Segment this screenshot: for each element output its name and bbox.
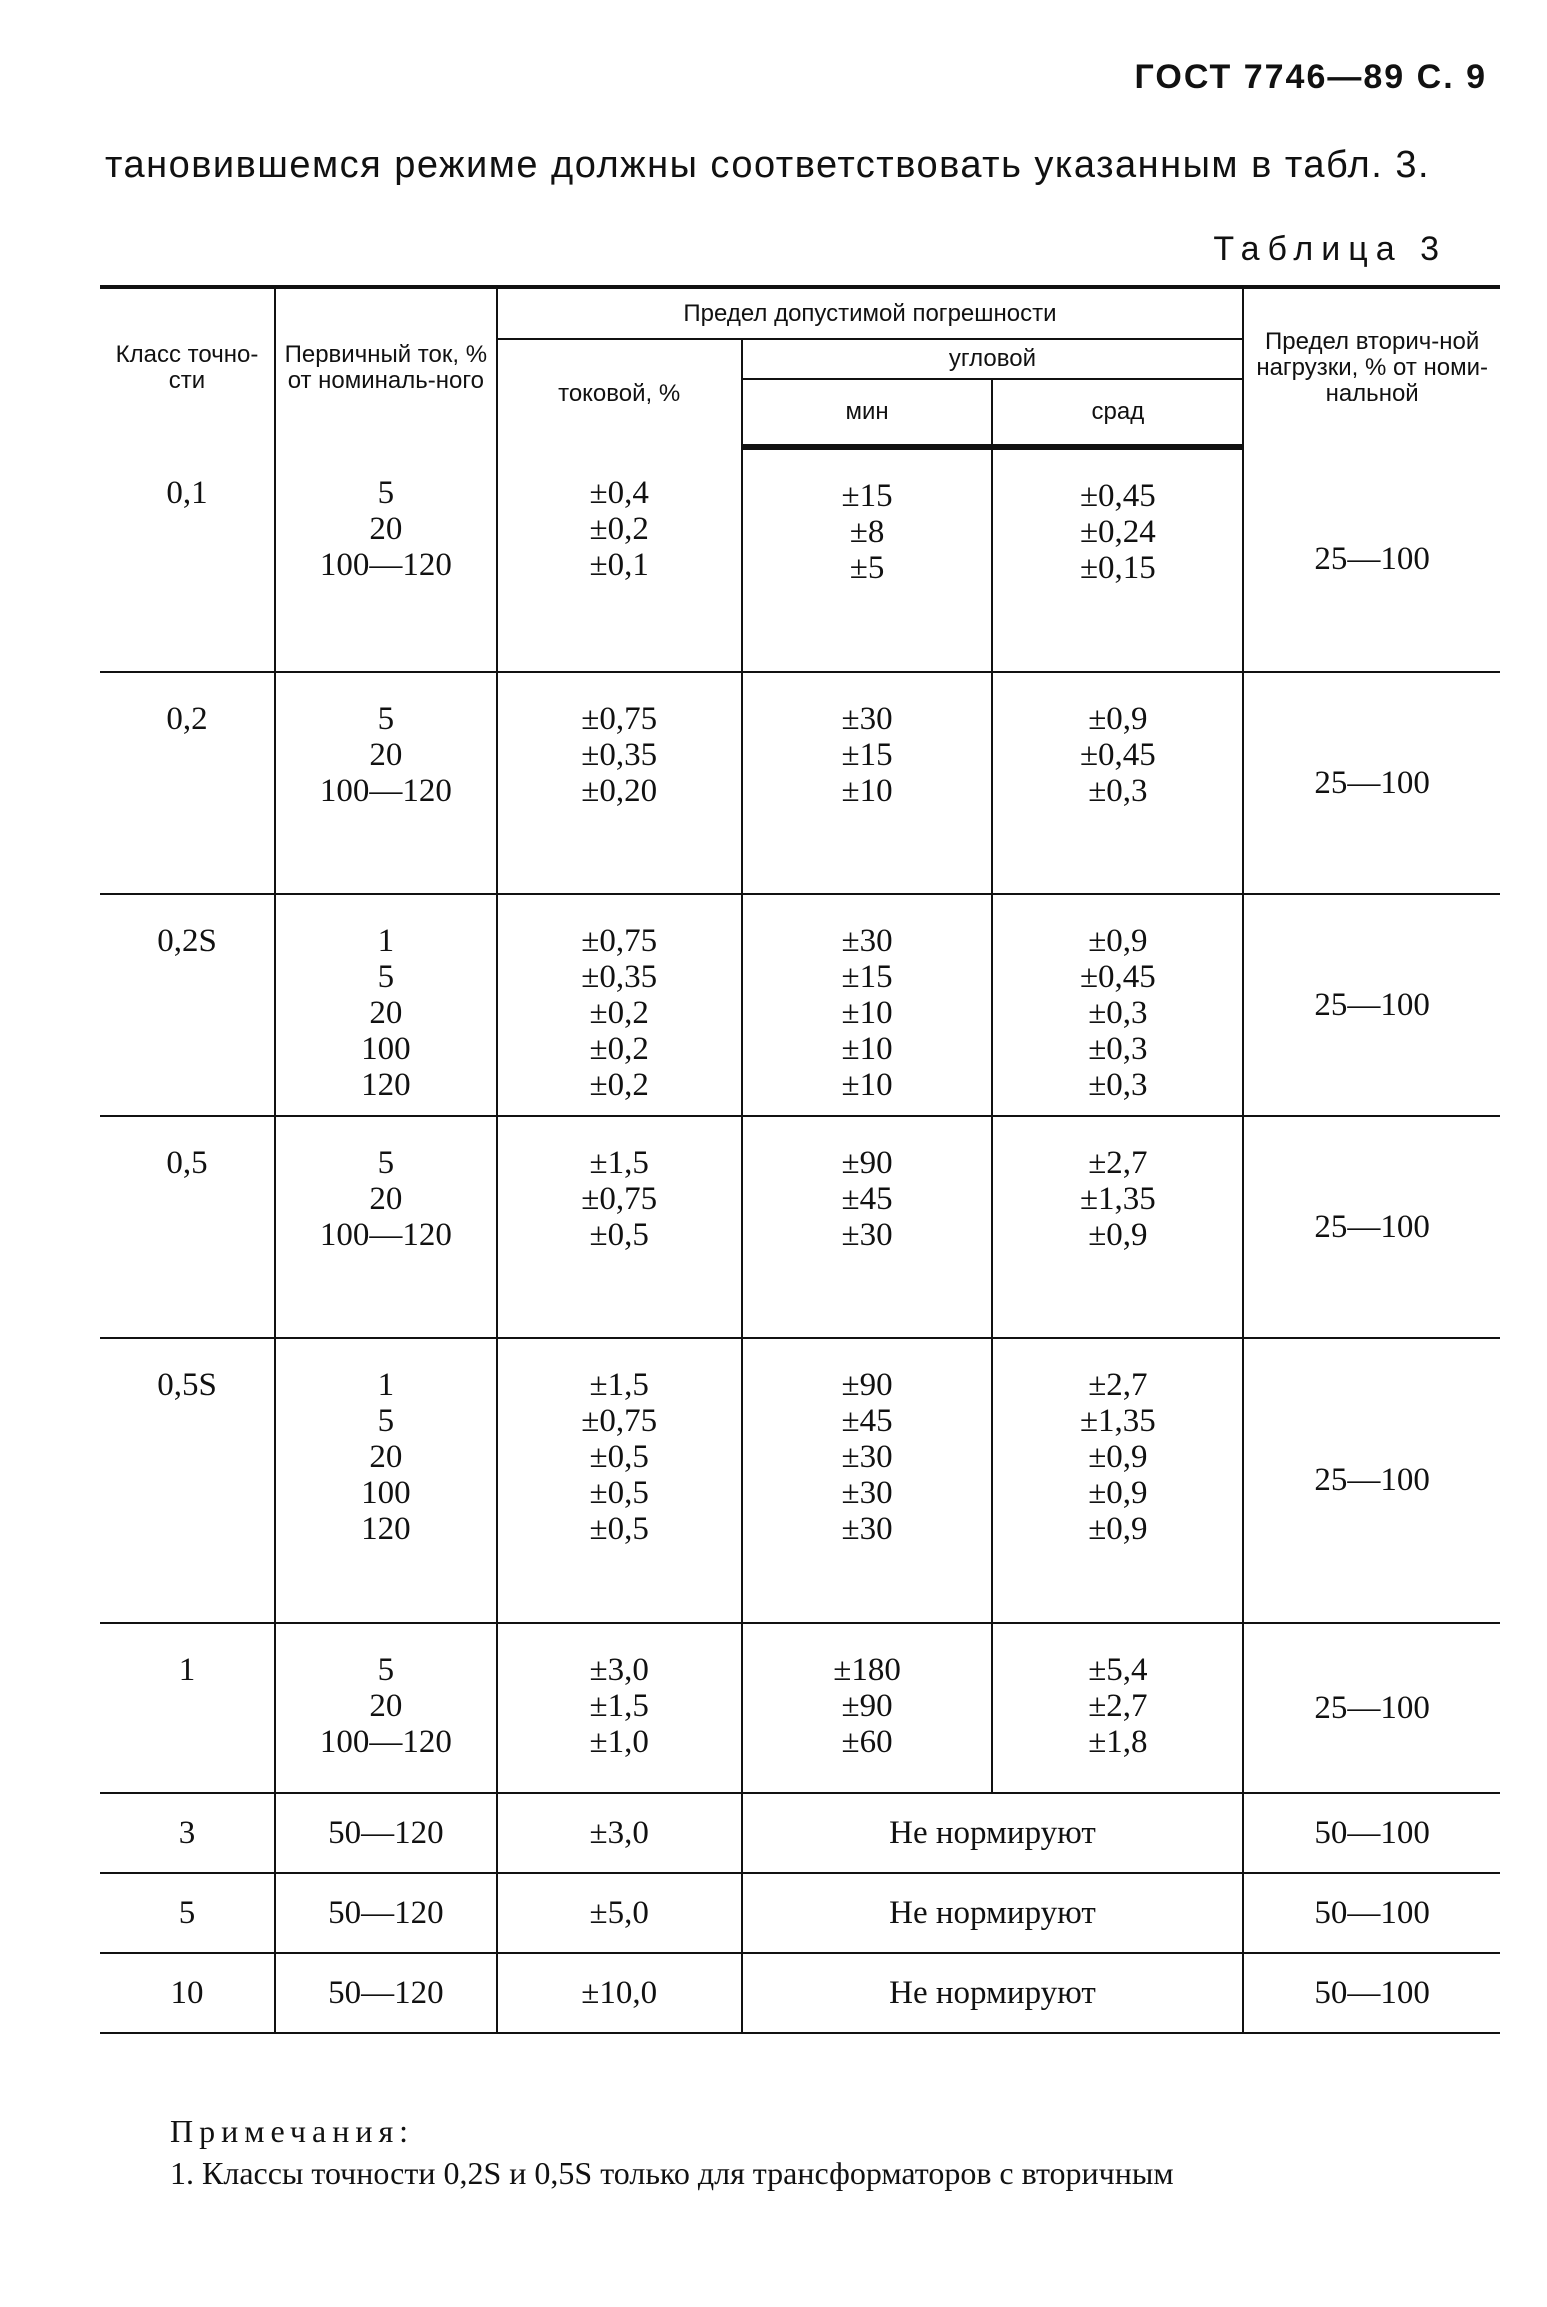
current-values (497, 672, 742, 894)
current-error: ±10,0 (497, 1953, 742, 2033)
crad-values (992, 1116, 1243, 1338)
crad-value: ±2,7 (1088, 1367, 1148, 1403)
crad-value: ±0,45 (1079, 478, 1156, 514)
current-value: ±0,2 (589, 1067, 649, 1103)
secondary-load: 50—100 (1243, 1793, 1500, 1873)
primary-value: 5 (377, 1145, 395, 1181)
primary-value: 120 (361, 1067, 411, 1103)
accuracy-class: 10 (100, 1953, 275, 2033)
crad-value: ±0,9 (1088, 1475, 1148, 1511)
crad-values (992, 447, 1243, 672)
crad-values (992, 894, 1243, 1116)
current-value: ±0,4 (589, 475, 649, 511)
table-row (100, 1873, 1500, 1953)
current-value: ±3,0 (589, 1652, 649, 1688)
angular-error: Не нормируют (742, 1793, 1244, 1873)
secondary-load: 25—100 (1243, 1338, 1500, 1623)
current-values (497, 447, 742, 672)
min-value: ±15 (841, 737, 893, 773)
primary-value: 20 (369, 737, 403, 773)
crad-value: ±2,7 (1088, 1145, 1148, 1181)
min-values (742, 447, 993, 672)
crad-value: ±0,9 (1088, 701, 1148, 737)
accuracy-class: 3 (100, 1793, 275, 1873)
current-value: ±0,5 (589, 1475, 649, 1511)
secondary-load: 50—100 (1243, 1873, 1500, 1953)
min-value: ±90 (841, 1145, 893, 1181)
min-values (742, 1116, 993, 1338)
current-value: ±0,5 (589, 1439, 649, 1475)
crad-value: ±0,3 (1088, 773, 1148, 809)
accuracy-class: 5 (100, 1873, 275, 1953)
table-row (100, 1116, 1500, 1338)
min-value: ±30 (841, 1511, 893, 1547)
crad-value: ±0,3 (1088, 1031, 1148, 1067)
crad-value: ±0,9 (1088, 1439, 1148, 1475)
min-value: ±15 (841, 959, 893, 995)
primary-value: 20 (369, 511, 403, 547)
crad-value: ±1,35 (1079, 1403, 1156, 1439)
header-angular-error: угловой (742, 339, 1244, 379)
primary-value: 5 (377, 701, 395, 737)
current-value: ±0,75 (581, 923, 658, 959)
current-value: ±0,5 (589, 1217, 649, 1253)
min-value: ±30 (841, 701, 893, 737)
table-row (100, 894, 1500, 1116)
current-value: ±0,20 (581, 773, 658, 809)
secondary-load: 25—100 (1243, 447, 1500, 672)
min-value: ±10 (841, 1067, 893, 1103)
crad-value: ±0,45 (1079, 959, 1156, 995)
current-error: ±3,0 (497, 1793, 742, 1873)
primary-value: 1 (377, 923, 395, 959)
header-crad: срад (992, 379, 1243, 447)
current-value: ±1,0 (589, 1724, 649, 1760)
current-value: ±0,35 (581, 737, 658, 773)
primary-values (275, 672, 497, 894)
accuracy-class: 0,2S (100, 894, 275, 1116)
crad-value: ±0,3 (1088, 1067, 1148, 1103)
min-value: ±5 (849, 550, 885, 586)
accuracy-class: 0,2 (100, 672, 275, 894)
page-header: ГОСТ 7746—89 С. 9 (1134, 58, 1487, 96)
crad-value: ±0,15 (1079, 550, 1156, 586)
primary-value: 100 (361, 1031, 411, 1067)
current-value: ±1,5 (589, 1367, 649, 1403)
header-secondary-load: Предел вторич-ной нагрузки, % от номи-нальной (1243, 287, 1500, 447)
angular-error: Не нормируют (742, 1873, 1244, 1953)
secondary-load: 25—100 (1243, 1116, 1500, 1338)
primary-value: 20 (369, 995, 403, 1031)
current-values (497, 1623, 742, 1793)
min-values (742, 672, 993, 894)
angular-error: Не нормируют (742, 1953, 1244, 2033)
primary-value: 5 (377, 959, 395, 995)
header-current-error: токовой, % (497, 339, 742, 447)
note-item: 1. Классы точности 0,2S и 0,5S только для трансформаторов с вторичным (170, 2155, 1174, 2191)
min-values (742, 1623, 993, 1793)
crad-value: ±1,8 (1088, 1724, 1148, 1760)
table-row (100, 447, 1500, 672)
crad-value: ±2,7 (1088, 1688, 1148, 1724)
primary-values (275, 1116, 497, 1338)
crad-value: ±0,45 (1079, 737, 1156, 773)
min-value: ±180 (833, 1652, 901, 1688)
accuracy-table (100, 285, 1500, 2034)
accuracy-class: 0,5S (100, 1338, 275, 1623)
primary-value: 20 (369, 1181, 403, 1217)
current-values (497, 1116, 742, 1338)
primary-values (275, 1623, 497, 1793)
min-values (742, 894, 993, 1116)
crad-value: ±0,9 (1088, 923, 1148, 959)
accuracy-class: 0,1 (100, 447, 275, 672)
table-row (100, 1623, 1500, 1793)
current-value: ±1,5 (589, 1145, 649, 1181)
accuracy-class: 1 (100, 1623, 275, 1793)
min-value: ±10 (841, 1031, 893, 1067)
crad-value: ±0,9 (1088, 1217, 1148, 1253)
min-value: ±10 (841, 773, 893, 809)
current-value: ±0,2 (589, 1031, 649, 1067)
current-value: ±0,1 (589, 547, 649, 583)
current-value: ±0,35 (581, 959, 658, 995)
min-value: ±45 (841, 1181, 893, 1217)
primary-values (275, 447, 497, 672)
current-value: ±0,5 (589, 1511, 649, 1547)
current-value: ±0,75 (581, 1403, 658, 1439)
intro-paragraph: тановившемся режиме должны соответствовать указанным в табл. 3. (105, 144, 1431, 186)
crad-value: ±0,9 (1088, 1511, 1148, 1547)
min-value: ±60 (841, 1724, 893, 1760)
secondary-load: 25—100 (1243, 894, 1500, 1116)
primary-value: 100—120 (319, 547, 452, 583)
current-value: ±0,2 (589, 511, 649, 547)
primary-values (275, 894, 497, 1116)
min-value: ±45 (841, 1403, 893, 1439)
header-primary-current: Первичный ток, % от номиналь-ного (275, 287, 497, 447)
primary-value: 100—120 (319, 1724, 452, 1760)
min-values (742, 1338, 993, 1623)
current-value: ±0,75 (581, 701, 658, 737)
current-error: ±5,0 (497, 1873, 742, 1953)
crad-values (992, 672, 1243, 894)
secondary-load: 25—100 (1243, 1623, 1500, 1793)
primary-value: 5 (377, 1652, 395, 1688)
primary-current: 50—120 (275, 1953, 497, 2033)
primary-value: 1 (377, 1367, 395, 1403)
primary-value: 5 (377, 1403, 395, 1439)
crad-value: ±5,4 (1088, 1652, 1148, 1688)
table-row (100, 1793, 1500, 1873)
primary-value: 100—120 (319, 773, 452, 809)
header-error-limit: Предел допустимой погрешности (497, 287, 1244, 339)
primary-values (275, 1338, 497, 1623)
current-value: ±1,5 (589, 1688, 649, 1724)
table-row (100, 672, 1500, 894)
min-value: ±30 (841, 1439, 893, 1475)
min-value: ±10 (841, 995, 893, 1031)
primary-value: 5 (377, 475, 395, 511)
header-class: Класс точно-сти (100, 287, 275, 447)
crad-value: ±0,24 (1079, 514, 1156, 550)
notes (170, 2110, 1510, 2194)
crad-value: ±1,35 (1079, 1181, 1156, 1217)
min-value: ±90 (841, 1367, 893, 1403)
table-caption: Таблица 3 (1213, 230, 1447, 268)
primary-current: 50—120 (275, 1793, 497, 1873)
min-value: ±30 (841, 923, 893, 959)
primary-value: 20 (369, 1439, 403, 1475)
primary-value: 20 (369, 1688, 403, 1724)
min-value: ±90 (841, 1688, 893, 1724)
min-value: ±15 (841, 478, 893, 514)
min-value: ±30 (841, 1475, 893, 1511)
accuracy-class: 0,5 (100, 1116, 275, 1338)
current-values (497, 1338, 742, 1623)
crad-value: ±0,3 (1088, 995, 1148, 1031)
primary-current: 50—120 (275, 1873, 497, 1953)
header-minutes: мин (742, 379, 993, 447)
table-row (100, 1953, 1500, 2033)
table-row (100, 1338, 1500, 1623)
current-values (497, 894, 742, 1116)
secondary-load: 25—100 (1243, 672, 1500, 894)
current-value: ±0,75 (581, 1181, 658, 1217)
secondary-load: 50—100 (1243, 1953, 1500, 2033)
primary-value: 100 (361, 1475, 411, 1511)
primary-value: 120 (361, 1511, 411, 1547)
primary-value: 100—120 (319, 1217, 452, 1253)
notes-title: Примечания: (170, 2113, 415, 2149)
crad-values (992, 1338, 1243, 1623)
min-value: ±8 (849, 514, 885, 550)
min-value: ±30 (841, 1217, 893, 1253)
current-value: ±0,2 (589, 995, 649, 1031)
crad-values (992, 1623, 1243, 1793)
